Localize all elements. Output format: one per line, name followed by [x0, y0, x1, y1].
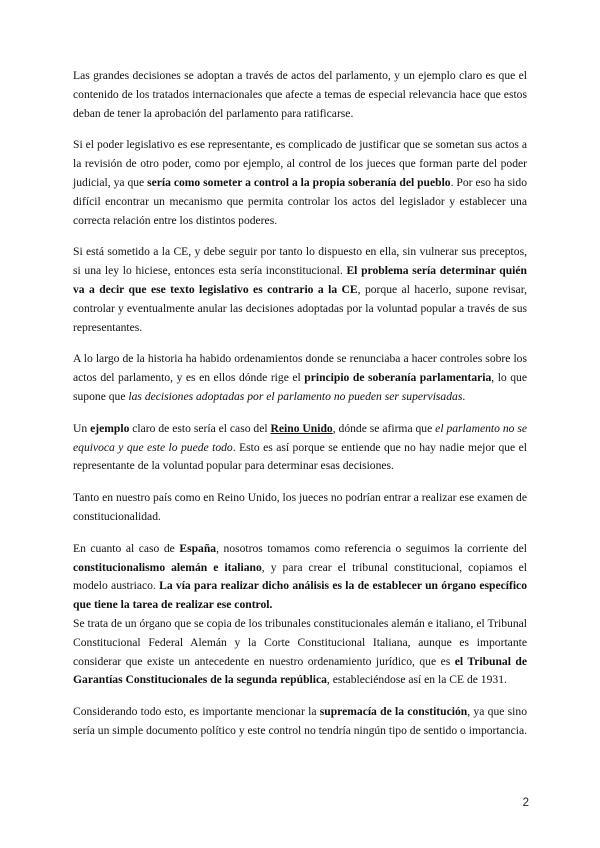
paragraph-3 [73, 243, 527, 337]
paragraph-5-italic-1: el parlamento no se equivoca y que este lo puede todo [73, 421, 527, 454]
paragraph-7-text-1: En cuanto al caso de [73, 541, 180, 555]
document-body [73, 67, 527, 754]
paragraph-5-text-2: claro de esto sería el caso del [129, 421, 271, 435]
paragraph-3-bold-1: El problema sería determinar quién va a decir que ese texto legislativo es contrario a la CE [73, 264, 527, 296]
paragraph-6-text: Tanto en nuestro país como en Reino Unido, los jueces no podrían entrar a realizar ese examen de constitucionalidad. [73, 491, 527, 523]
paragraph-9-bold-1: supremacía de la constitución [319, 705, 468, 719]
paragraph-8 [73, 615, 527, 690]
paragraph-8-text-2: , estableciéndose así en la CE de 1931. [326, 673, 507, 687]
paragraph-2-text-1: Si el poder legislativo es ese representante, es complicado de justificar que se sometan sus actos a la revisión de otro poder, como por ejemplo, al control de los jueces que forman parte del poder judicial, ya que [73, 138, 527, 189]
paragraph-5 [73, 420, 527, 476]
paragraph-5-bold-underline-1: Reino Unido [270, 421, 333, 435]
paragraph-9 [73, 703, 527, 741]
paragraph-4 [73, 350, 527, 406]
paragraph-9-text-2: , ya que sino sería un simple documento político y este control no tendría ningún tipo de sentido o importancia. [73, 705, 527, 737]
paragraph-4-text-1: A lo largo de la historia ha habido ordenamientos donde se renunciaba a hacer controles sobre los actos del parlamento, y es en ellos dónde rige el [73, 352, 527, 385]
paragraph-5-text-4: . Esto es así porque se entiende que no hay nadie mejor que el representante de la voluntad popular para determinar esas decisiones. [73, 440, 527, 473]
paragraph-4-italic-1: las decisiones adoptadas por el parlamento no pueden ser supervisadas [128, 389, 463, 403]
paragraph-1-text: Las grandes decisiones se adoptan a través de actos del parlamento, y un ejemplo claro es que el contenido de los tratados internacionales que afecte a temas de especial relevancia hace que estos deban de tener la aprobación del parlamento para ratificarse. [73, 69, 527, 120]
paragraph-9-text-1: Considerando todo esto, es importante mencionar la [73, 705, 320, 719]
paragraph-3-text-2: , porque al hacerlo, supone revisar, controlar y eventualmente anular las decisiones adoptadas por la voluntad popular a través de sus representantes. [73, 282, 527, 334]
paragraph-1 [73, 67, 527, 123]
paragraph-8-text-1: Se trata de un órgano que se copia de los tribunales constitucionales alemán e italiano, el Tribunal Constitucional Federal Alemán y la Corte Constitucional Italiana, aunque es importante considerar que existe un antecedente en nuestro ordenamiento jurídico, que es [73, 616, 527, 668]
paragraph-2-text-2: . Por eso ha sido difícil encontrar un mecanismo que permita controlar los actos del legislador y establecer una correcta relación entre los distintos poderes. [73, 175, 527, 227]
paragraph-7 [73, 540, 527, 615]
paragraph-2 [73, 136, 527, 230]
paragraph-6 [73, 489, 527, 527]
paragraph-5-text-1: Un [73, 421, 91, 435]
paragraph-5-text-3: , dónde se afirma que [332, 421, 436, 435]
paragraph-4-text-2: , lo que supone que [73, 371, 527, 403]
paragraph-4-bold-1: principio de soberanía parlamentaria [304, 371, 492, 385]
paragraph-3-text-1: Si está sometido a la CE, y debe seguir por tanto lo dispuesto en ella, sin vulnerar sus preceptos, si una ley lo hiciese, entonces esta sería inconstitucional. [73, 245, 527, 278]
paragraph-7-text-2: , nosotros tomamos como referencia o seguimos la corriente del [216, 541, 527, 555]
paragraph-4-text-3: . [462, 389, 466, 403]
paragraph-7-bold-3: La vía para realizar dicho análisis es la de establecer un órgano específico que tiene la tarea de realizar ese control. [73, 579, 527, 612]
paragraph-2-bold-1: sería como someter a control a la propia soberanía del pueblo [147, 175, 451, 189]
paragraph-5-bold-1: ejemplo [90, 421, 130, 435]
paragraph-7-bold-1: España [179, 541, 217, 555]
paragraph-8-bold-1: el Tribunal de Garantías Constitucionales de la segunda república [73, 654, 527, 687]
paragraph-7-text-3: , y para crear el tribunal constitucional, copiamos el modelo austriaco. [73, 560, 527, 593]
paragraph-7-bold-2: constitucionalismo alemán e italiano [73, 560, 262, 574]
page-number: 2 [522, 797, 529, 809]
